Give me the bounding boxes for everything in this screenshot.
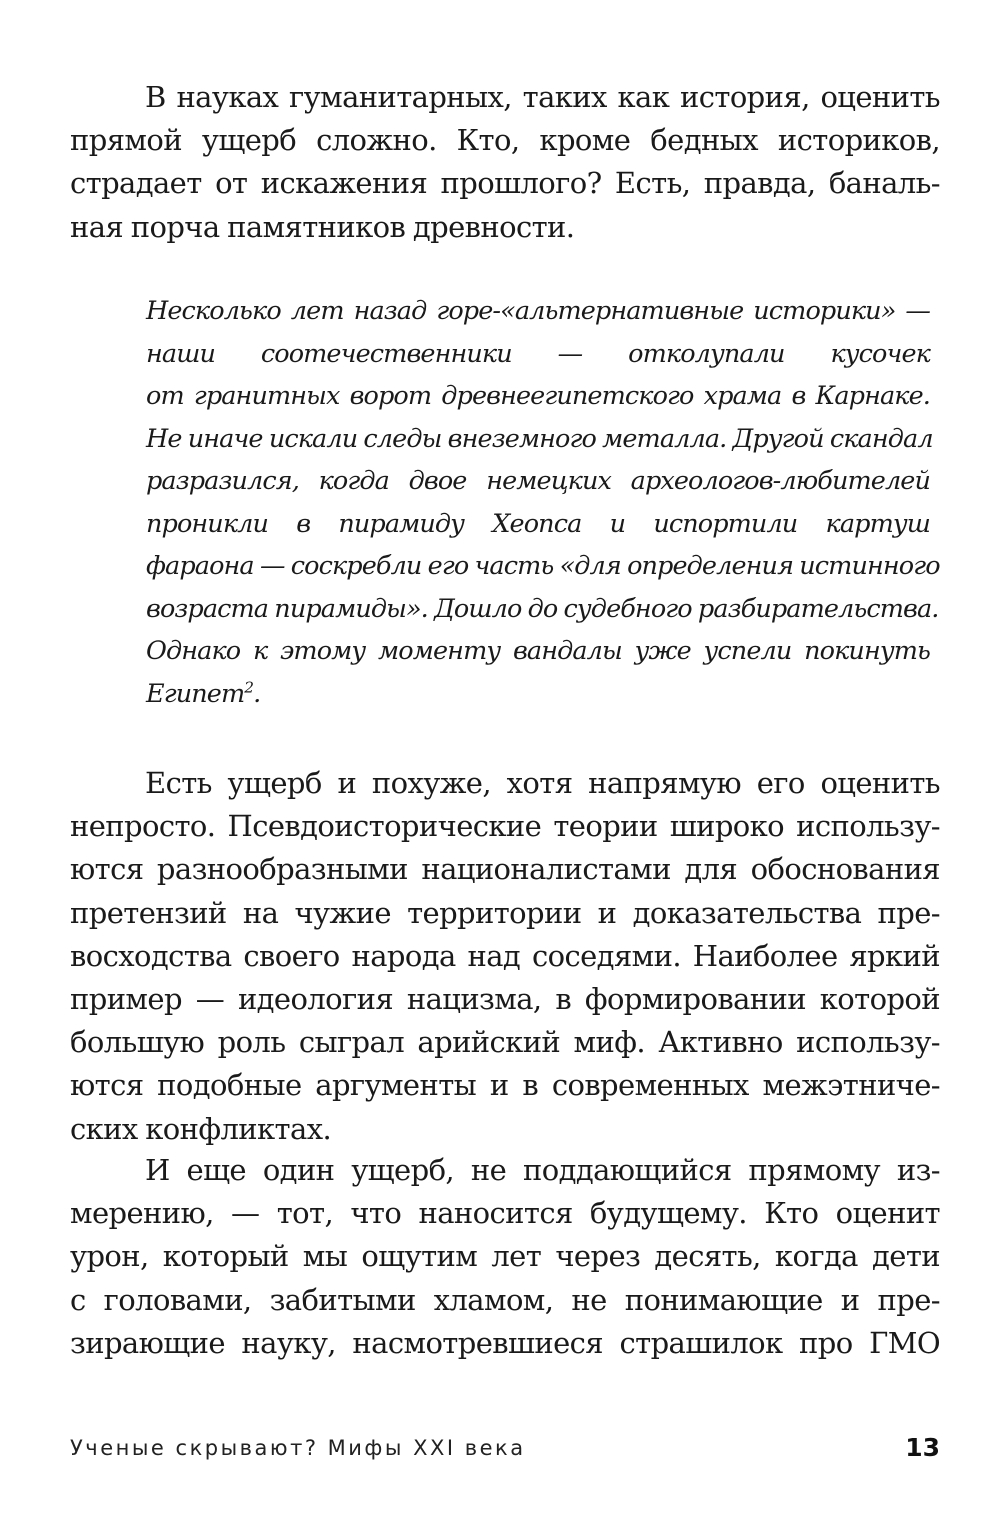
quote-line: проникли в пирамиду Хеопса и испортили картуш xyxy=(146,508,930,539)
text-line: восходства своего народа над соседями. Наиболее яркий xyxy=(70,938,940,973)
text-line: мерению, — тот, что наносится будущему. Кто оценит xyxy=(70,1196,940,1231)
text-line: ются подобные аргументы и в современных межэтниче- xyxy=(70,1068,940,1103)
text-line: претензий на чужие территории и доказательства пре- xyxy=(70,895,940,930)
text-line: ются разнообразными националистами для обоснования xyxy=(70,852,940,887)
text-line: пример — идеология нацизма, в формировании которой xyxy=(70,982,940,1017)
paragraph-2 xyxy=(70,762,940,1151)
block-quote xyxy=(146,290,940,715)
page-footer xyxy=(70,1430,940,1470)
quote-end-punctuation: . xyxy=(253,678,261,709)
text-line: непросто. Псевдоисторические теории широко использу- xyxy=(70,809,940,844)
text-line: Есть ущерб и похуже, хотя напрямую его оценить xyxy=(145,766,940,800)
quote-line: наши соотечественники — отколупали кусочек xyxy=(146,338,930,369)
footnote-marker[interactable]: 2 xyxy=(244,678,254,696)
quote-line: разразился, когда двое немецких археологов-любителей xyxy=(146,466,930,496)
quote-line: Однако к этому моменту вандалы уже успели покинуть xyxy=(146,636,930,666)
text-line: ских конфликтах. xyxy=(70,1111,332,1146)
text-line: В науках гуманитарных, таких как история, оценить xyxy=(145,80,940,114)
paragraph-1 xyxy=(70,76,940,249)
text-line: И еще один ущерб, не поддающийся прямому из- xyxy=(145,1153,940,1187)
text-line: страдает от искажения прошлого? Есть, правда, баналь- xyxy=(70,166,940,201)
text-line: прямой ущерб сложно. Кто, кроме бедных историков, xyxy=(70,123,940,158)
text-line: большую роль сыграл арийский миф. Активно использу- xyxy=(70,1025,940,1060)
quote-line: фараона — соскребли его часть «для определения истинного xyxy=(146,551,940,581)
page-number: 13 xyxy=(905,1433,940,1462)
text-line: ная порча памятников древности. xyxy=(70,209,575,244)
paragraph-3 xyxy=(70,1149,940,1365)
text-line: с головами, забитыми хламом, не понимающие и пре- xyxy=(70,1282,940,1317)
text-line: урон, который мы ощутим лет через десять, когда дети xyxy=(70,1239,940,1274)
quote-line: от гранитных ворот древнеегипетского храма в Карнаке. xyxy=(146,381,930,411)
quote-line: Не иначе искали следы внеземного металла. Другой скандал xyxy=(146,423,933,454)
text-line: зирающие науку, насмотревшиеся страшилок про ГМО xyxy=(70,1325,940,1360)
quote-last-line xyxy=(146,673,930,716)
quote-line: возраста пирамиды». Дошло до судебного разбирательства. xyxy=(146,593,939,624)
running-title: Ученые скрывают? Мифы XXI века xyxy=(70,1436,526,1460)
quote-line: Несколько лет назад горе-«альтернативные историки» — xyxy=(146,296,930,326)
quote-line-text: Египет xyxy=(146,678,245,709)
